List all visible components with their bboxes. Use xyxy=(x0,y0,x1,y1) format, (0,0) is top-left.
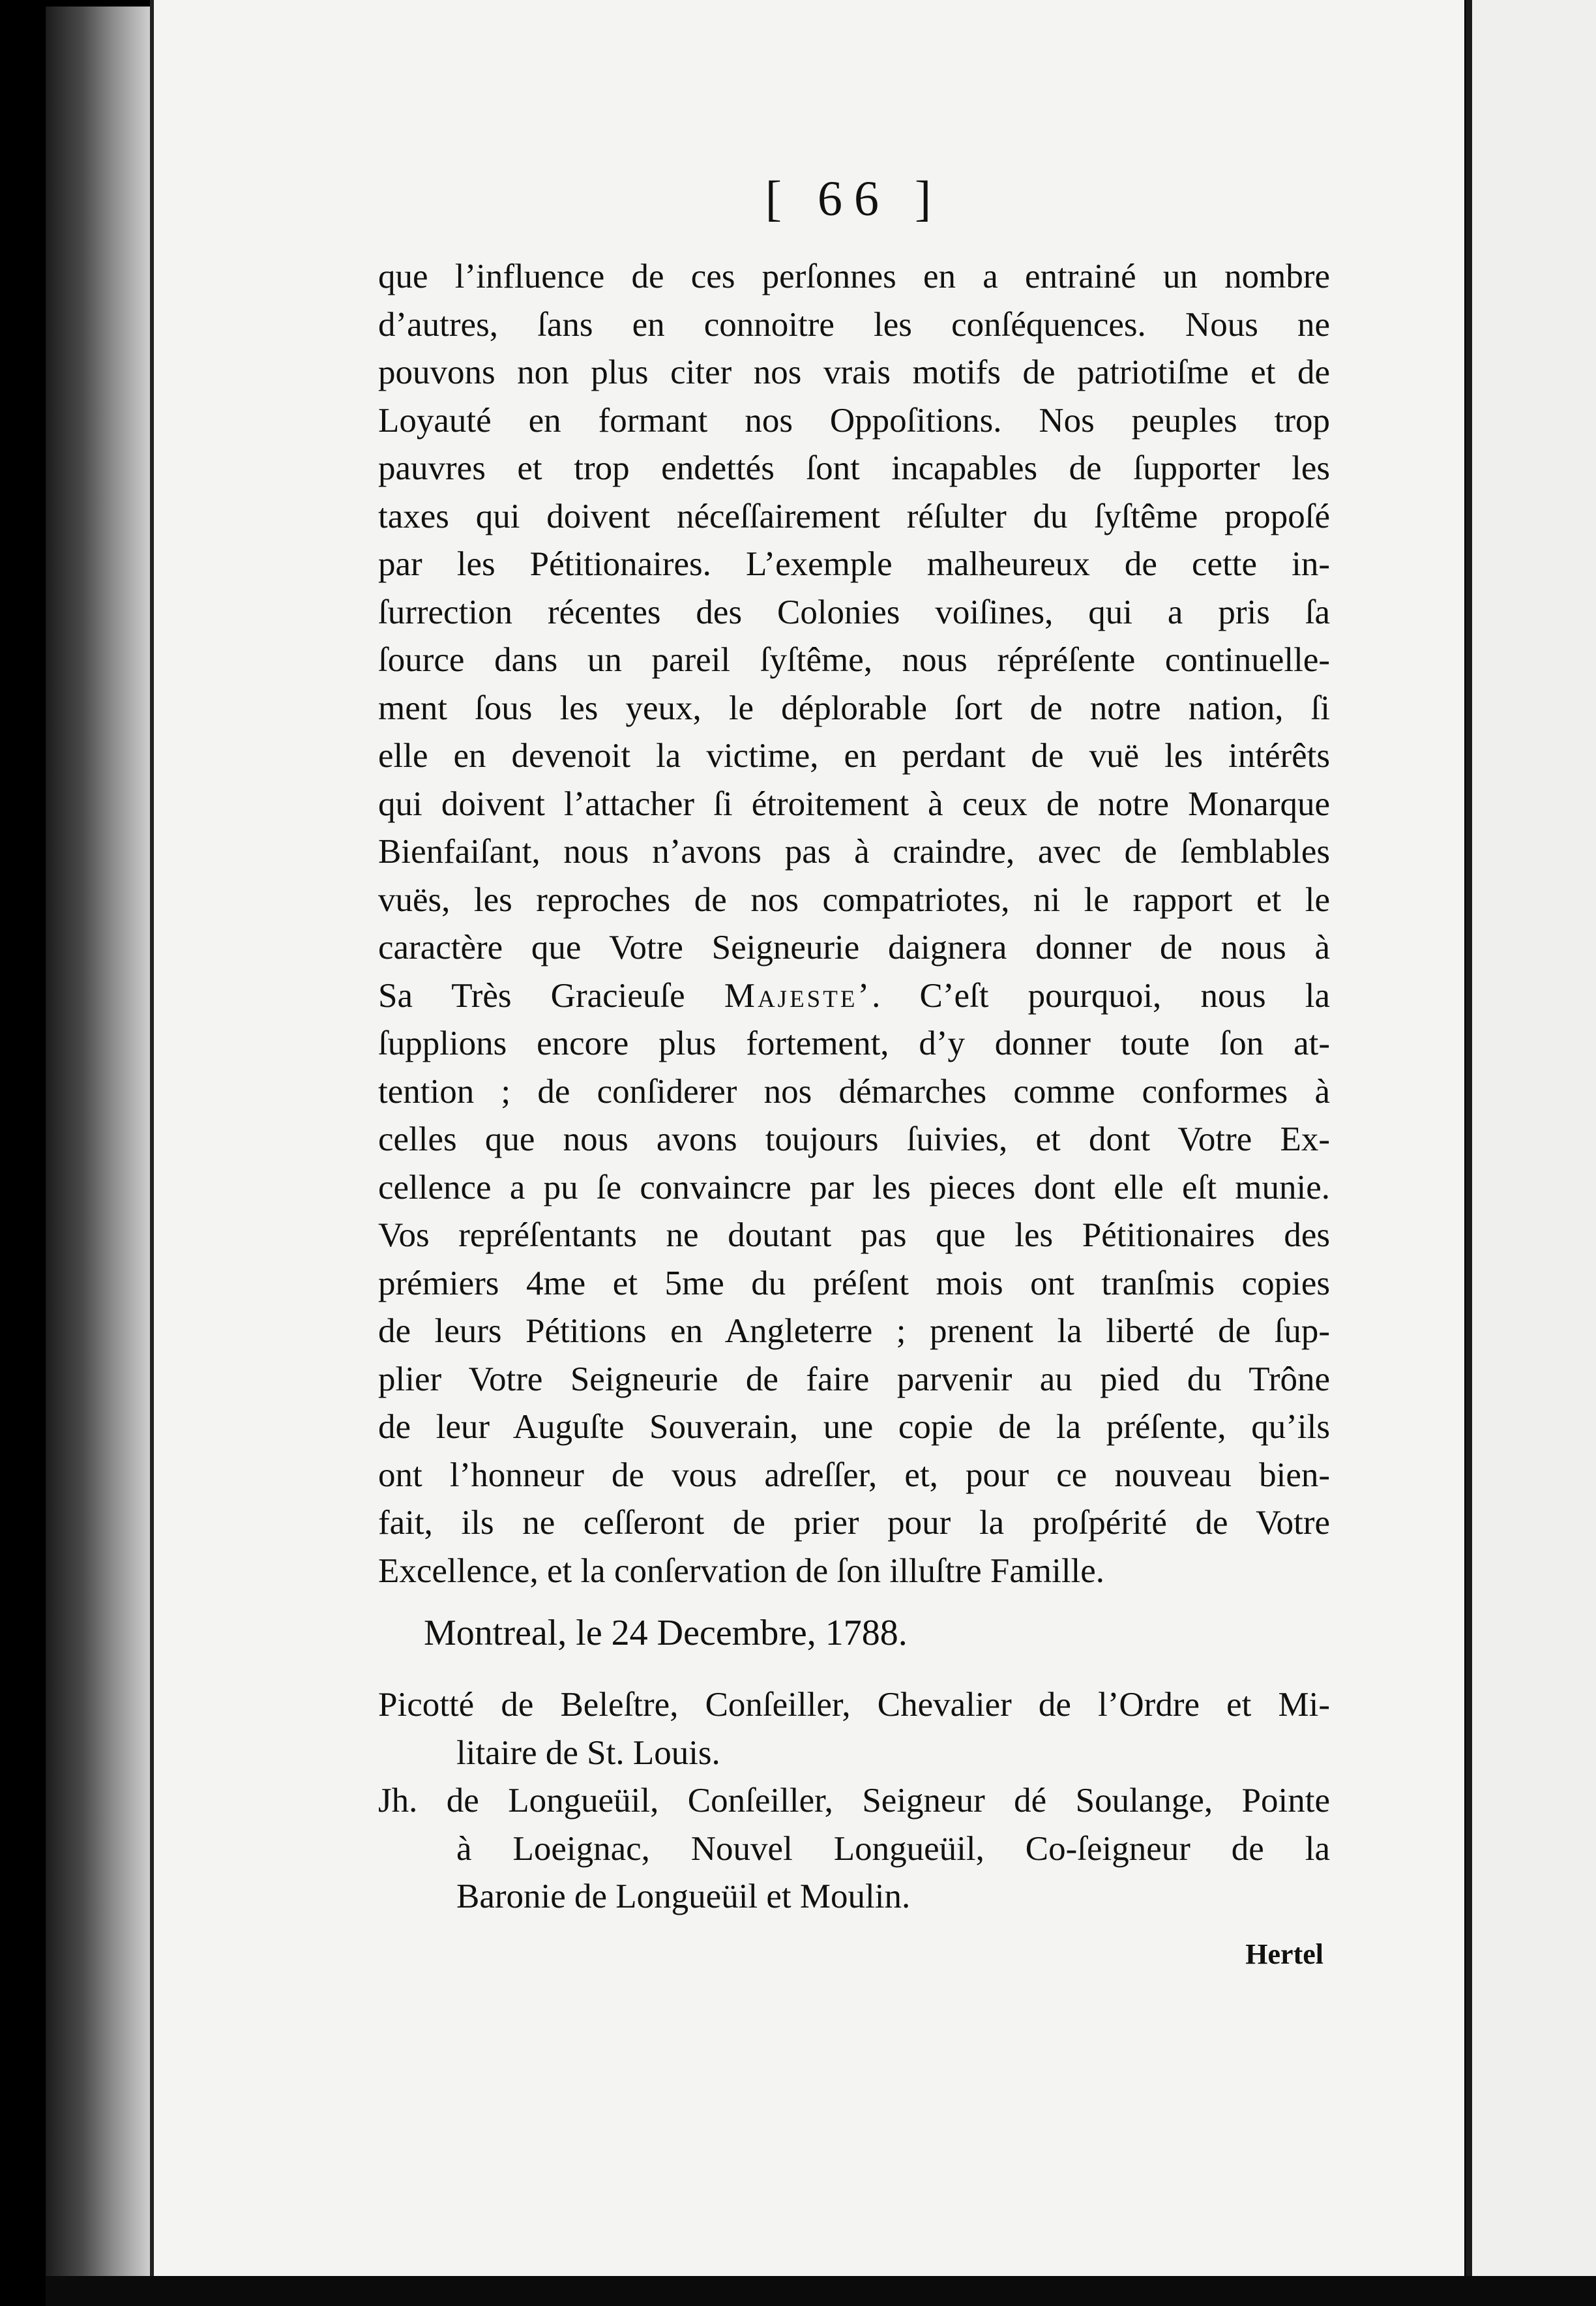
majesty-smallcaps: Majeste’ xyxy=(724,976,872,1015)
signature-continuation-line: litaire de St. Louis. xyxy=(456,1733,720,1772)
signature-continuation-line: à Loeignac, Nouvel Longueüil, Co-ſeigneur de la xyxy=(456,1829,1330,1868)
body-line-majesty xyxy=(378,972,1330,1021)
dateline: Montreal, le 24 Decembre, 1788. xyxy=(424,1613,908,1653)
binding-shadow xyxy=(46,7,150,2296)
body-line: pouvons non plus citer nos vrais motifs de patriotiſme et de xyxy=(378,353,1330,391)
body-paragraph-continued xyxy=(378,1020,1330,1595)
body-line: de leurs Pétitions en Angleterre ; prenent la liberté de ſup- xyxy=(378,1312,1330,1350)
scan-bottom-edge xyxy=(46,2276,1596,2306)
signature-first-line: Jh. de Longueüil, Conſeiller, Seigneur dé Soulange, Pointe xyxy=(378,1782,1330,1819)
facing-page-edge xyxy=(1466,0,1596,2306)
body-line: fait, ils ne ceſſeront de prier pour la proſpérité de Votre xyxy=(378,1504,1330,1542)
body-paragraph xyxy=(378,253,1330,972)
majesty-line-after: . C’eſt pourquoi, nous la xyxy=(872,976,1330,1015)
body-line: plier Votre Seigneurie de faire parvenir au pied du Trône xyxy=(378,1360,1330,1398)
signature-list xyxy=(378,1681,1330,1921)
body-line: vuës, les reproches de nos compatriotes, ni le rapport et le xyxy=(378,880,1330,919)
body-line: d’autres, ſans en connoitre les conſéquences. Nous ne xyxy=(378,305,1330,344)
page-text-block xyxy=(378,170,1330,1978)
body-line: qui doivent l’attacher ſi étroitement à ceux de notre Monarque xyxy=(378,785,1330,823)
signature-continuation-line: Baronie de Longueüil et Moulin. xyxy=(456,1878,911,1915)
body-line: elle en devenoit la victime, en perdant de vuë les intérêts xyxy=(378,737,1330,775)
catchword: Hertel xyxy=(1245,1938,1323,1970)
majesty-line-before: Sa Très Gracieuſe xyxy=(378,976,724,1015)
body-line: caractère que Votre Seigneurie daignera donner de nous à xyxy=(378,929,1330,966)
signature-first-line: Picotté de Beleſtre, Conſeiller, Chevalier de l’Ordre et Mi- xyxy=(378,1686,1330,1724)
body-line: Loyauté en formant nos Oppoſitions. Nos peuples trop xyxy=(378,401,1330,440)
body-line: tention ; de conſiderer nos démarches comme conformes à xyxy=(378,1072,1330,1111)
body-line: ment ſous les yeux, le déplorable ſort de notre nation, ſi xyxy=(378,689,1330,727)
body-line: taxes qui doivent néceſſairement réſulter du ſyſtême propoſé xyxy=(378,497,1330,535)
body-line: ſource dans un pareil ſyſtême, nous répréſente continuelle- xyxy=(378,641,1330,679)
body-line: pauvres et trop endettés ſont incapables de ſupporter les xyxy=(378,449,1330,487)
body-line: Vos repréſentants ne doutant pas que les Pétitionaires des xyxy=(378,1216,1330,1254)
body-line: que l’influence de ces perſonnes en a entrainé un nombre xyxy=(378,258,1330,295)
body-line: par les Pétitionaires. L’exemple malheureux de cette in- xyxy=(378,545,1330,583)
body-line: Excellence, et la conſervation de ſon illuſtre Famille. xyxy=(378,1551,1105,1590)
body-line: prémiers 4me et 5me du préſent mois ont tranſmis copies xyxy=(378,1264,1330,1302)
body-line: ont l’honneur de vous adreſſer, et, pour ce nouveau bien- xyxy=(378,1456,1330,1494)
body-line: ſupplions encore plus fortement, d’y donner toute ſon at- xyxy=(378,1025,1330,1062)
page-number-heading: [ 66 ] xyxy=(765,172,943,226)
body-line: Bienfaiſant, nous n’avons pas à craindre, avec de ſemblables xyxy=(378,833,1330,871)
body-line: celles que nous avons toujours ſuivies, et dont Votre Ex- xyxy=(378,1120,1330,1158)
body-line: ſurrection récentes des Colonies voiſines, qui a pris ſa xyxy=(378,593,1330,631)
body-line: de leur Auguſte Souverain, une copie de la préſente, qu’ils xyxy=(378,1408,1330,1446)
body-line: cellence a pu ſe convaincre par les pieces dont elle eſt munie. xyxy=(378,1168,1330,1206)
